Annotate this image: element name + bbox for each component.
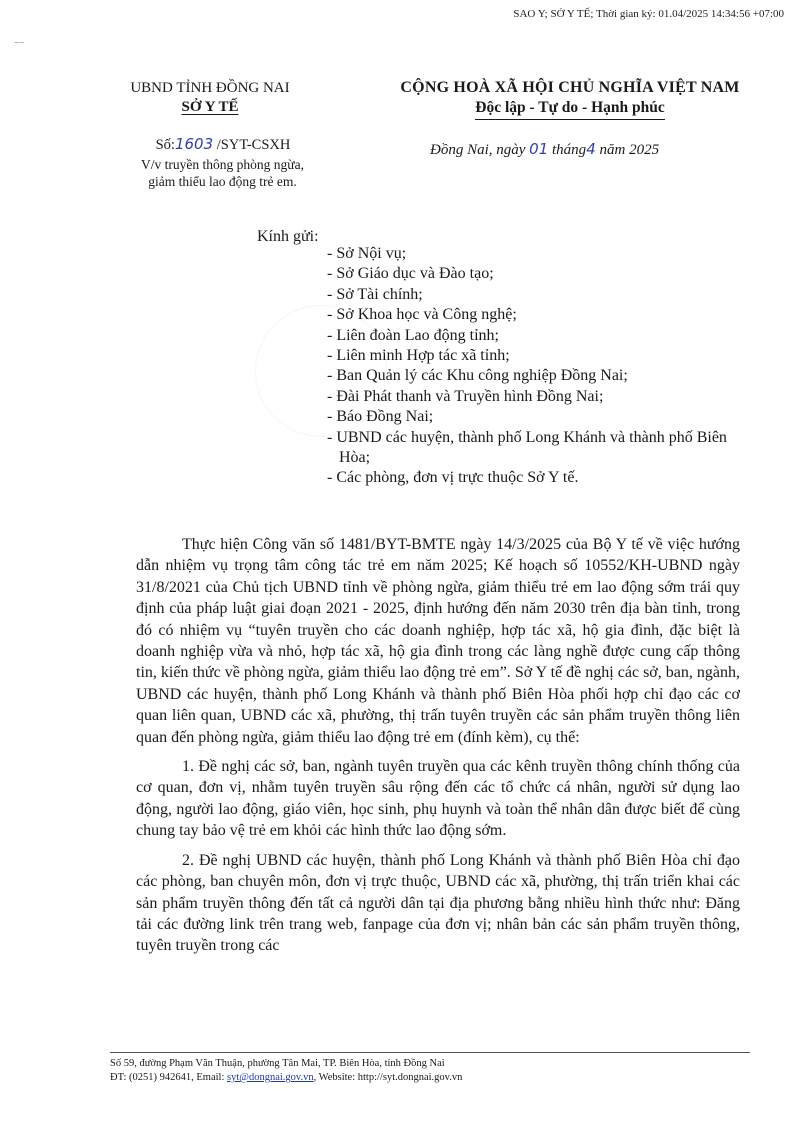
recipient-item: - Sở Khoa học và Công nghệ; (327, 306, 517, 324)
month-prefix: tháng (552, 142, 587, 158)
subject-line: giảm thiểu lao động trẻ em. (148, 174, 297, 189)
recipient-list (327, 244, 727, 489)
greeting: Kính gửi: (257, 228, 319, 245)
year-suffix: năm 2025 (599, 142, 660, 158)
recipient-item: - Liên minh Hợp tác xã tỉnh; (327, 347, 510, 365)
recipient-item: - Đài Phát thanh và Truyền hình Đồng Nai; (327, 387, 604, 405)
recipient-item: - Sở Nội vụ; (327, 245, 407, 262)
recipient-item: - Sở Tài chính; (327, 285, 423, 303)
place-and-date (430, 140, 760, 159)
place-date-prefix: Đồng Nai, ngày (430, 142, 526, 158)
doc-number-prefix: Số: (155, 137, 175, 153)
footer-contact (110, 1071, 750, 1085)
recipient-item: - Sở Giáo dục và Đào tạo; (327, 265, 494, 283)
recipient-item: - UBND các huyện, thành phố Long Khánh và thành phố Biên Hòa; (327, 428, 727, 467)
national-header (370, 78, 770, 120)
doc-number-handwritten: 1603 (174, 135, 214, 153)
footer-website-prefix: , Website: (313, 1072, 358, 1083)
email-link[interactable]: syt@dongnai.gov.vn (227, 1072, 314, 1083)
recipient-item: - Các phòng, đơn vị trực thuộc Sở Y tế. (327, 469, 579, 487)
subject-line: V/v truyền thông phòng ngừa, (141, 157, 304, 172)
parent-organization: UBND TỈNH ĐỒNG NAI (130, 80, 290, 96)
body-paragraph: Thực hiện Công văn số 1481/BYT-BMTE ngày 14/3/2025 của Bộ Y tế về việc hướng dẫn nhiệm vụ trọng tâm công tác trẻ em năm 2025; Kế hoạch số 10552/KH-UBND ngày 31/8/2021 của Chủ tịch UBND tỉnh về phòng ngừa, giảm thiểu trẻ em lao động sớm trái quy định của pháp luật giai đoạn 2021 - 2025, định hướng đến năm 2030 trên địa bàn tỉnh, trong đó có nhiệm vụ “tuyên truyền cho các doanh nghiệp, hợp tác xã, hộ gia đình, đặc biệt là doanh nghiệp vừa và nhỏ, hợp tác xã, hộ gia đình trong các làng nghề được cung cấp thông tin, kiến thức về phòng ngừa, giảm thiểu lao động trẻ em”. Sở Y tế đề nghị các sở, ban, ngành, UBND các huyện, thành phố Long Khánh và thành phố Biên Hòa phối hợp chỉ đạo các cơ quan liên quan, UBND các xã, phường, thị trấn tuyên truyền các sản phẩm truyền thông liên quan đến phòng ngừa, giảm thiểu lao động trẻ em (đính kèm), cụ thể: (136, 536, 740, 746)
issuer-header (100, 78, 320, 116)
document-body (136, 534, 740, 965)
month-handwritten: 4 (586, 140, 596, 158)
nation-title: CỘNG HOÀ XÃ HỘI CHỦ NGHĨA VIỆT NAM (400, 79, 740, 96)
issuing-organization: SỞ Y TẾ (181, 99, 239, 115)
scan-mark: ⁻⁻ (14, 40, 25, 51)
recipient-item: - Liên đoàn Lao động tỉnh; (327, 326, 499, 344)
digital-signature-stamp: SAO Y; SỞ Y TẾ; Thời gian ký: 01.04/2025 14:34:56 +07:00 (513, 8, 784, 20)
body-paragraph: 2. Đề nghị UBND các huyện, thành phố Long Khánh và thành phố Biên Hòa chỉ đạo các phòng, ban chuyên môn, đơn vị trực thuộc, UBND các xã, phường, thị trấn triển khai các sản phẩm truyền thông đến tất cả người dân tại địa phương bằng nhiều hình thức như: Đăng tải các đường link trên trang web, fanpage của đơn vị; nhân bản các sản phẩm truyền thông, tuyên truyền trong các (136, 851, 740, 955)
footer-address: Số 59, đường Phạm Văn Thuận, phường Tân Mai, TP. Biên Hòa, tỉnh Đồng Nai (110, 1058, 445, 1069)
recipient-item: - Ban Quản lý các Khu công nghiệp Đồng Nai; (327, 367, 628, 385)
footer-phone: ĐT: (0251) 942641, Email: (110, 1072, 228, 1083)
body-paragraph: 1. Đề nghị các sở, ban, ngành tuyên truyền qua các kênh truyền thông chính thống của cơ quan, đơn vị, nhằm tuyên truyền sâu rộng đến các tổ chức cá nhân, người sử dụng lao động, người lao động, giáo viên, học sinh, phụ huynh và toàn thể nhân dân được biết để cùng chung tay bảo vệ trẻ em khỏi các hình thức lao động sớm. (136, 758, 740, 840)
document-subject (100, 156, 345, 190)
day-handwritten: 01 (529, 140, 549, 158)
doc-number-suffix: /SYT-CSXH (216, 137, 291, 153)
website-text: http://syt.dongnai.gov.vn (357, 1072, 463, 1083)
document-number (108, 135, 338, 154)
page-footer (110, 1052, 750, 1085)
national-motto: Độc lập - Tự do - Hạnh phúc (475, 98, 664, 120)
recipient-item: - Báo Đồng Nai; (327, 408, 434, 426)
